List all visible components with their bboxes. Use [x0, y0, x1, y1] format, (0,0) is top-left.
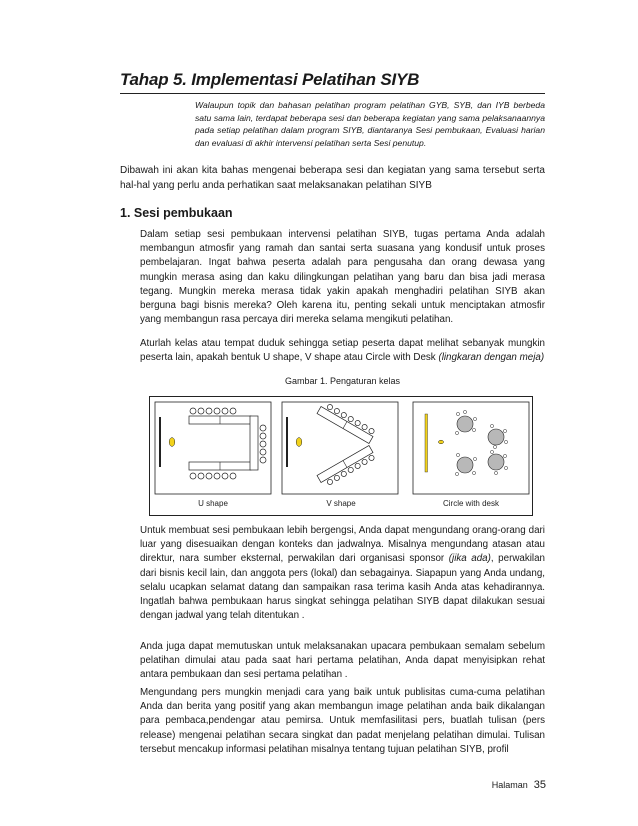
guests-rest-text: , perwakilan dari bisnis kecil lain, dan anggota pers (lokal) dan sebagainya. Siapapun yang Anda undang, selalu ucapkan selamat datang dan sampaikan rasa terima kasih Anda atas kehadirannya. Ingatlah bahwa pembukaan harus singkat sehingga pelatihan SIYB dapat dilakukan sesuai dengan jadwal yang telah ditentukan .: [140, 553, 546, 622]
u-shape-side-desk: [250, 416, 258, 470]
circle-desk-trainer: [438, 440, 443, 444]
paragraph-invited-guests: [140, 524, 545, 623]
guests-text: Untuk membuat sesi pembukaan lebih bergengsi, Anda dapat mengundang orang-orang dari luar yang disesuaikan dengan konteks dan jadwalnya. Misalnya mengundang atasan atau direktur, nara sumber eksternal, perwakilan dari organisasi sponsor: [140, 525, 545, 565]
guests-italic-text: (jika ada): [448, 553, 491, 565]
figure-caption: Gambar 1. Pengaturan kelas: [284, 376, 401, 386]
page-label: Halaman: [491, 780, 528, 790]
paragraph-intro-session: Dalam setiap sesi pembukaan intervensi pelatihan SIYB, tugas pertama Anda adalah membangun atmosfir yang ramah dan santai serta suasana yang kondusif untuk proses pembelajaran. Ingat bahwa peserta adalah para pengusaha dan orang dewasa yang mungkin merasa asing dan kaku dilingkungan pelatihan yang baru dan bisa jadi merasa tegang. Mungkin mereka merasa tidak yakin apakah menghadiri pelatihan SIYB akan berguna bagi bisnis mereka? Oleh karena itu, penting sekali untuk menciptakan atmosfir yang membangun rasa percaya diri mereka selama mengikuti pelatihan.: [140, 229, 545, 326]
u-shape-label: U shape: [198, 499, 228, 508]
u-shape-board: [159, 417, 161, 467]
paragraph-press: Mengundang pers mungkin menjadi cara yang baik untuk publisitas cuma-cuma pelatihan Anda dan berita yang positif yang akan membangun image pelatihan anda baik dikalangan para pembaca,pendengar atau pemirsa. Untuk memfasilitasi pers, buatlah tulisan (pers release) mengenai pelatihan secara singkat dan padat menjelang pelatihan dimulai. Tulisan tersebut mencakup informasi pelatihan misalnya tentang tujuan pelatihan SIYB, profil: [140, 687, 545, 755]
lead-paragraph: Dibawah ini akan kita bahas mengenai beberapa sesi dan kegiatan yang sama tersebut serta hal-hal yang perlu anda perhatikan saat melaksanakan pelatihan SIYB: [120, 165, 545, 191]
u-shape-trainer: [169, 438, 175, 447]
circle-desk-label: Circle with desk: [442, 499, 500, 508]
v-shape-trainer: [296, 438, 302, 447]
v-shape-label: V shape: [326, 499, 356, 508]
paragraph-opening-ceremony: Anda juga dapat memutuskan untuk melaksanakan upacara pembukaan semalam sebelum pelatihan dimulai atau pada saat hari pertama pelatihan, Anda dapat menyisipkan rehat antara pembukaan dan sesi pertama pelatihan .: [140, 641, 545, 681]
paragraph-seating: [140, 337, 545, 365]
section-heading: 1. Sesi pembukaan: [120, 206, 233, 220]
seating-italic-text: (lingkaran dengan meja): [438, 352, 545, 364]
page-number: 35: [533, 779, 546, 791]
page-title: Tahap 5. Implementasi Pelatihan SIYB: [120, 70, 420, 89]
title-divider: [120, 93, 545, 94]
circle-desk-board: [425, 414, 428, 472]
seating-text: Aturlah kelas atau tempat duduk sehingga setiap peserta dapat melihat sebanyak mungkin peserta lain, apakah bentuk U shape, V shape atau Circle with Desk: [140, 338, 545, 364]
classroom-layout-figure: [149, 396, 533, 516]
intro-note: Walaupun topik dan bahasan pelatihan program pelatihan GYB, SYB, dan IYB berbeda satu sama lain, terdapat beberapa sesi dan beberapa kegiatan yang sama pelaksanaannya pada setiap pelatihan dalam program SIYB, diantaranya Sesi pembukaan, Evaluasi harian dan evaluasi di akhir intervensi pelatihan serta Sesi penutup.: [195, 100, 545, 148]
v-shape-board: [286, 417, 288, 467]
page-footer: [492, 779, 546, 791]
